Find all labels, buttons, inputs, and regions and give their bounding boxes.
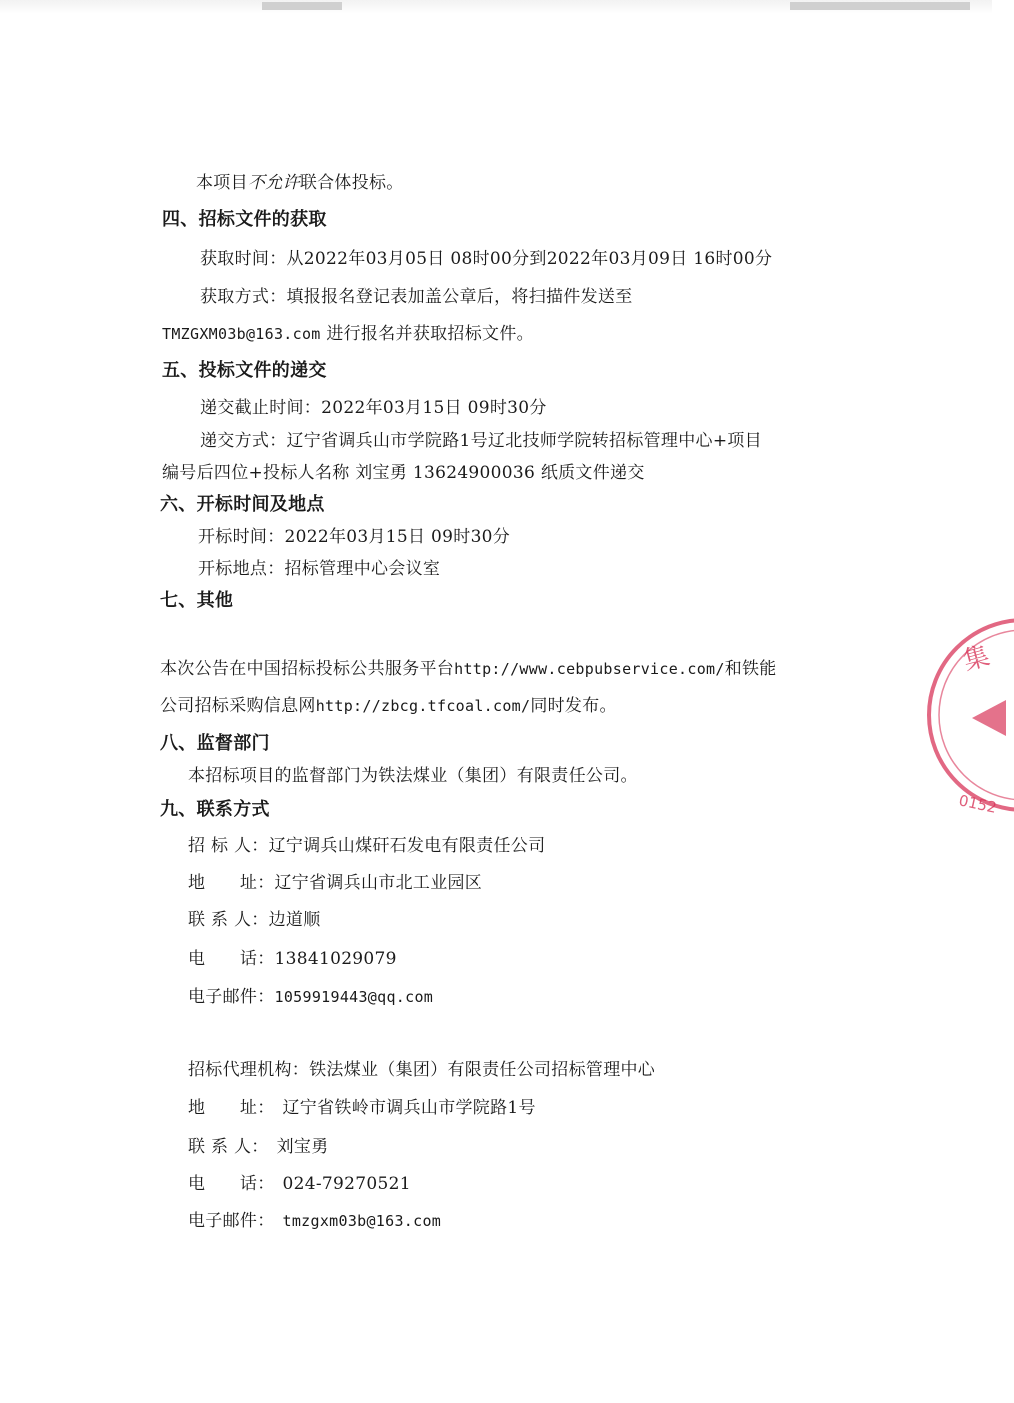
- scan-artifact: [262, 2, 342, 10]
- acquire-email: TMZGXM03b@163.com: [162, 325, 321, 343]
- section-heading-6: 六、开标时间及地点: [160, 494, 325, 515]
- agent-email-label: 电子邮件：: [188, 1211, 275, 1231]
- intro-line: [196, 172, 404, 194]
- agent-contact-value: 刘宝勇: [276, 1137, 329, 1157]
- publish-line-1: [160, 658, 777, 680]
- acquire-method: [200, 286, 633, 308]
- submit-method-label: 递交方式：: [200, 431, 287, 451]
- submit-deadline-value: 2022年03月15日 09时30分: [321, 398, 547, 418]
- tenderer-contact-row: [188, 909, 321, 931]
- scan-artifact: [790, 2, 970, 10]
- agent-address-label: 地 址：: [188, 1098, 275, 1118]
- seal-text-top: 集: [960, 641, 993, 677]
- submit-method: [200, 430, 762, 452]
- section-heading-4: 四、招标文件的获取: [162, 209, 327, 230]
- tenderer-contact-value: 边道顺: [268, 910, 321, 930]
- opening-place: [198, 558, 440, 580]
- seal-text-bottom: 0152: [957, 791, 999, 817]
- seal-stamp-icon: [944, 600, 1014, 830]
- opening-time: [198, 526, 510, 548]
- tenderer-phone-row: [188, 948, 397, 970]
- tenderer-email-row: [188, 986, 433, 1008]
- opening-place-value: 招标管理中心会议室: [284, 559, 441, 579]
- section-heading-8: 八、监督部门: [160, 733, 270, 754]
- publish-url-2[interactable]: http://zbcg.tfcoal.com/: [315, 697, 531, 715]
- submit-deadline: [200, 397, 547, 419]
- agent-contact-row: [188, 1136, 329, 1158]
- agent-email-row: [188, 1210, 441, 1232]
- agent-name-value: 铁法煤业（集团）有限责任公司招标管理中心: [309, 1060, 656, 1080]
- agent-phone-label: 电 话：: [188, 1174, 275, 1194]
- tenderer-name-row: [188, 835, 545, 857]
- agent-address-row: [188, 1097, 536, 1119]
- tenderer-contact-label: 联 系 人：: [188, 910, 269, 930]
- submit-method-line2: 编号后四位+投标人名称 刘宝勇 13624900036 纸质文件递交: [162, 463, 645, 483]
- acquire-method-value: 填报报名登记表加盖公章后，将扫描件发送至: [286, 287, 633, 307]
- publish-url-1[interactable]: http://www.cebpubservice.com/: [454, 660, 725, 678]
- agent-email-value[interactable]: tmzgxm03b@163.com: [282, 1212, 442, 1230]
- supervision-text: 本招标项目的监督部门为铁法煤业（集团）有限责任公司。: [188, 766, 638, 786]
- tenderer-address-value: 辽宁省调兵山市北工业园区: [274, 873, 483, 893]
- agent-name-label: 招标代理机构：: [188, 1060, 310, 1080]
- opening-time-label: 开标时间：: [198, 527, 285, 547]
- opening-place-label: 开标地点：: [198, 559, 285, 579]
- publish-line-1-prefix: 本次公告在中国招标投标公共服务平台: [160, 659, 455, 679]
- submit-deadline-label: 递交截止时间：: [200, 398, 322, 418]
- tenderer-email-value[interactable]: 1059919443@qq.com: [274, 988, 434, 1006]
- agent-address-value: 辽宁省铁岭市调兵山市学院路1号: [282, 1098, 536, 1118]
- agent-name-row: [188, 1059, 655, 1081]
- acquire-time-label: 获取时间：: [200, 249, 287, 269]
- publish-line-2: [160, 695, 617, 717]
- publish-line-1-suffix: 和铁能: [724, 659, 777, 679]
- section-heading-9: 九、联系方式: [160, 799, 270, 820]
- opening-time-value: 2022年03月15日 09时30分: [284, 527, 511, 547]
- acquire-method-tail: 进行报名并获取招标文件。: [320, 324, 534, 344]
- submit-method-line1: 辽宁省调兵山市学院路1号辽北技师学院转招标管理中心+项目: [286, 431, 762, 451]
- tenderer-phone-value: 13841029079: [274, 949, 397, 969]
- agent-phone-row: [188, 1173, 411, 1195]
- acquire-time-value: 从2022年03月05日 08时00分到2022年03月09日 16时00分: [286, 249, 773, 269]
- intro-emphasis: 不允许: [247, 173, 300, 193]
- tenderer-address-row: [188, 872, 482, 894]
- acquire-time: [200, 248, 772, 270]
- publish-line-2-prefix: 公司招标采购信息网: [160, 696, 316, 716]
- agent-phone-value: 024-79270521: [282, 1174, 411, 1194]
- section-heading-7: 七、其他: [160, 590, 234, 611]
- agent-contact-label: 联 系 人：: [188, 1137, 269, 1157]
- acquire-method-cont: [162, 323, 534, 345]
- intro-prefix: 本项目: [196, 173, 248, 193]
- tenderer-address-label: 地 址：: [188, 873, 275, 893]
- tenderer-name-label: 招 标 人：: [188, 836, 269, 856]
- intro-suffix: 联合体投标。: [299, 173, 404, 193]
- section-heading-5: 五、投标文件的递交: [162, 360, 327, 381]
- tenderer-phone-label: 电 话：: [188, 949, 275, 969]
- tenderer-email-label: 电子邮件：: [188, 987, 275, 1007]
- tenderer-name-value: 辽宁调兵山煤矸石发电有限责任公司: [268, 836, 546, 856]
- publish-line-2-suffix: 同时发布。: [530, 696, 617, 716]
- acquire-method-label: 获取方式：: [200, 287, 287, 307]
